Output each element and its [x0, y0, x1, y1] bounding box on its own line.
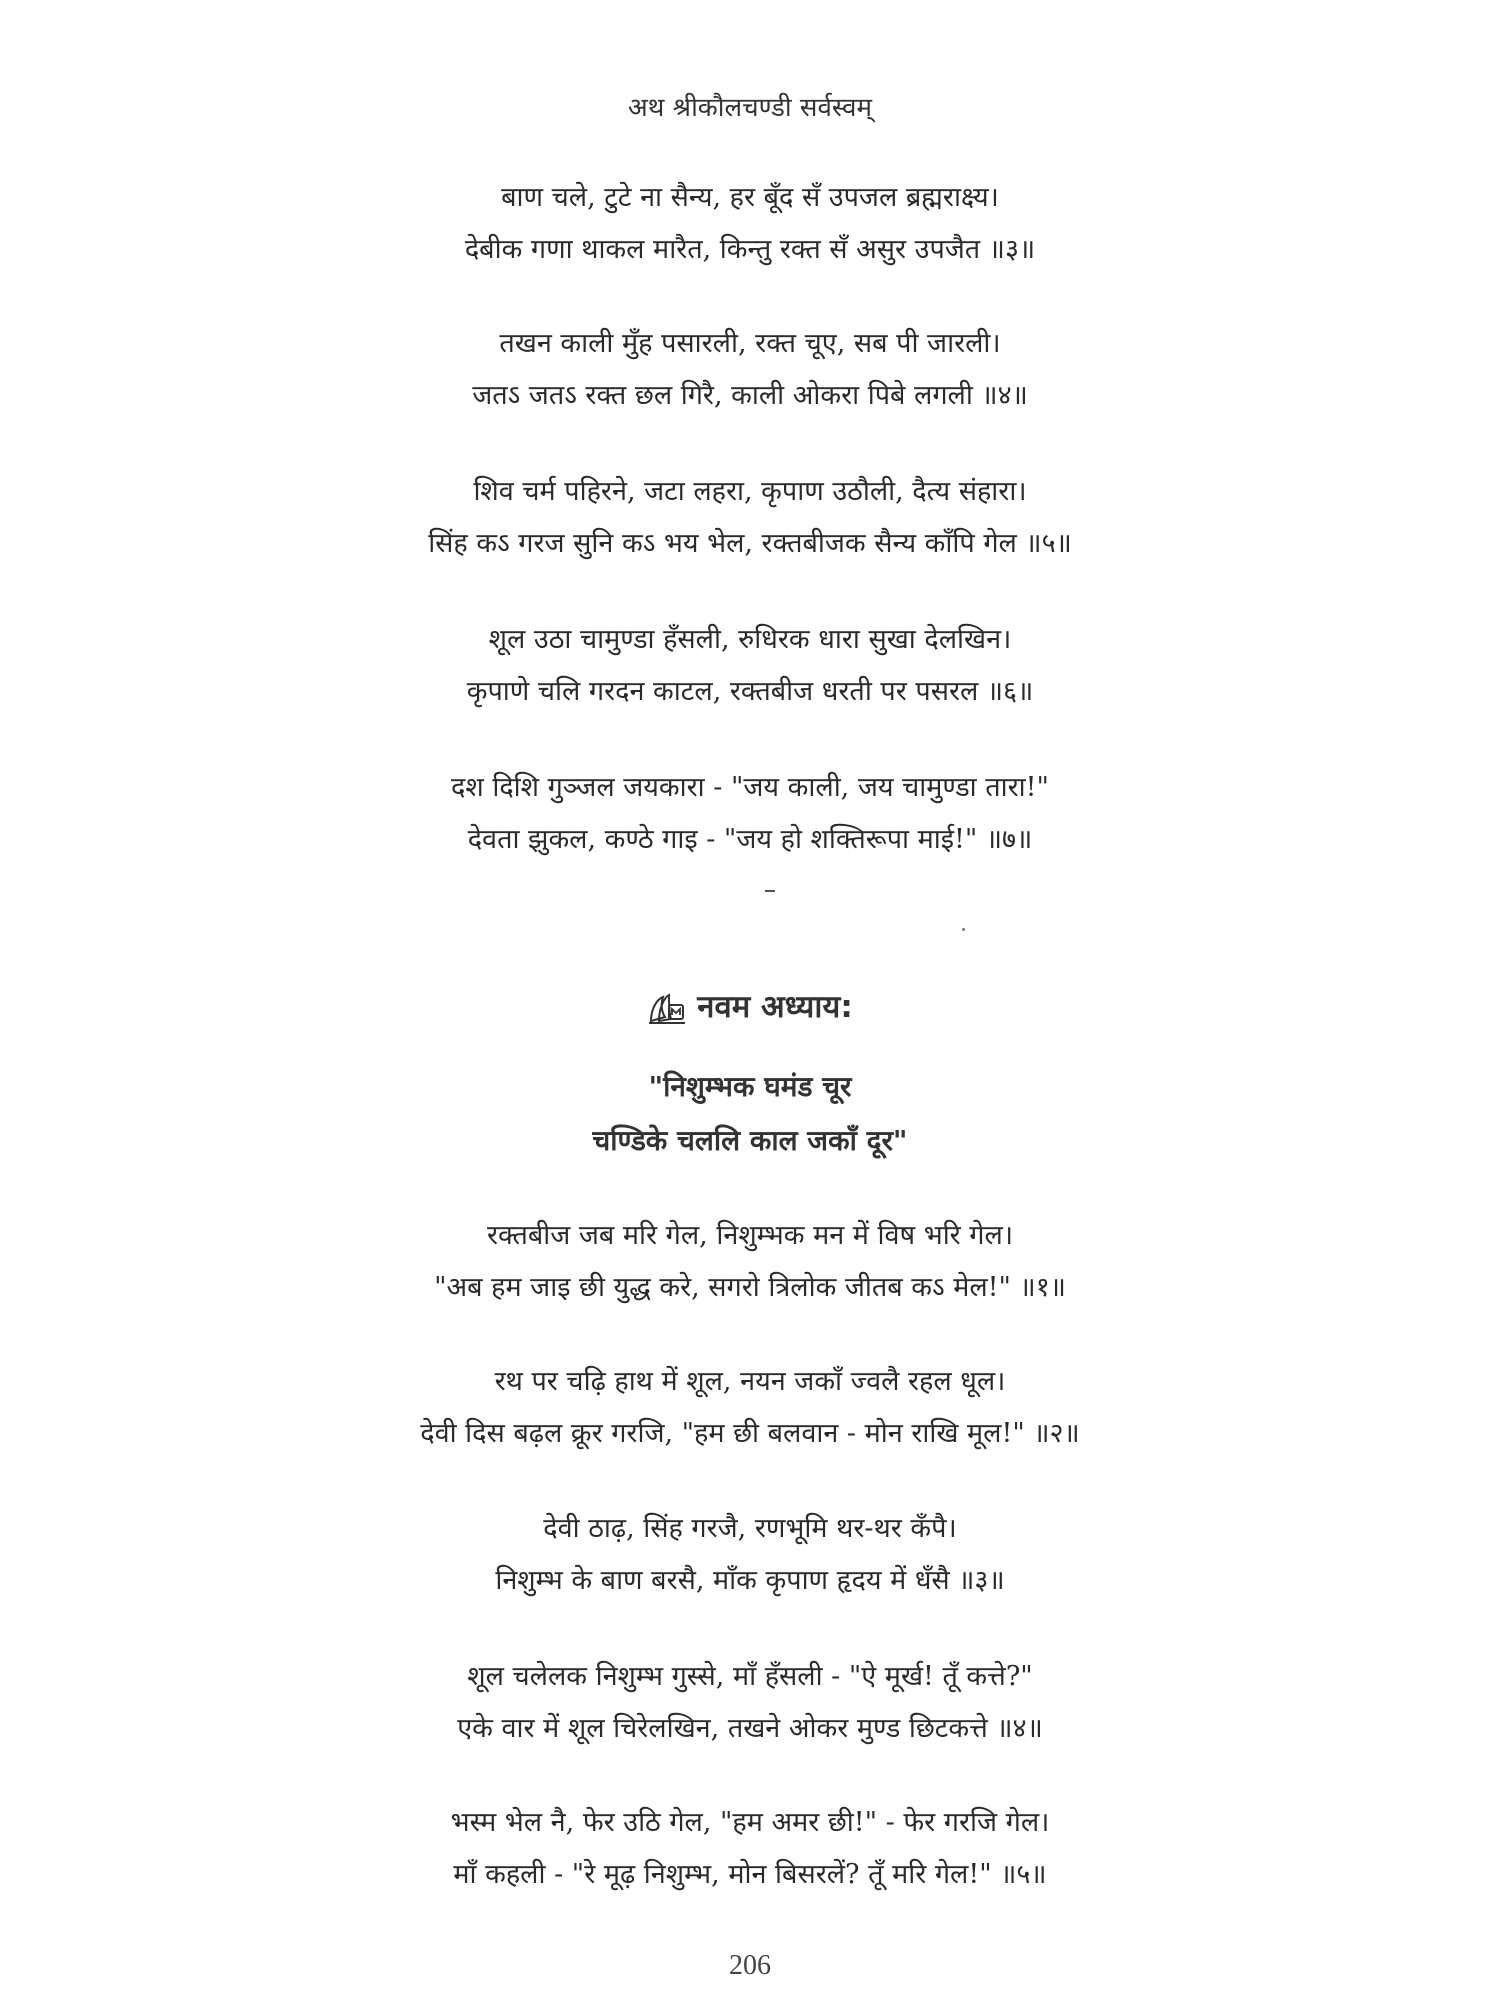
- chapter-subtitle: [0, 1060, 1500, 1168]
- verse-stanza-4: [0, 318, 1500, 422]
- verse-line: एके वार में शूल चिरेलखिन, तखने ओकर मुण्ड छिटकत्ते ॥४॥: [457, 1713, 1043, 1744]
- verse-line: जतऽ जतऽ रक्त छल गिरै, काली ओकरा पिबे लगली ॥४॥: [472, 380, 1028, 411]
- verse-line: तखन काली मुँह पसारली, रक्त चूए, सब पी जारली।: [499, 328, 1001, 359]
- verse-line: बाण चले, टुटे ना सैन्य, हर बूँद सँ उपजल ब्रह्मराक्ष्य।: [501, 182, 999, 213]
- verse-stanza-3b: [0, 1503, 1500, 1607]
- verse-line: माँ कहली - "रे मूढ़ निशुम्भ, मोन बिसरलें? तूँ मरि गेल!" ॥५॥: [453, 1859, 1047, 1890]
- subtitle-line: "निशुम्भक घमंड चूर: [648, 1070, 852, 1103]
- verse-stanza-2: [0, 1356, 1500, 1460]
- running-head: अथ श्रीकौलचण्डी सर्वस्वम्: [627, 93, 873, 123]
- verse-line: देबीक गणा थाकल मारैत, किन्तु रक्त सँ असुर उपजैत ॥३॥: [464, 234, 1036, 265]
- verse-line: शूल उठा चामुण्डा हँसली, रुधिरक धारा सुखा देलखिन।: [488, 624, 1012, 655]
- lotus-ornament-icon: [647, 991, 687, 1027]
- chapter-heading: [0, 985, 1500, 1027]
- verse-stanza-7: [0, 762, 1500, 866]
- verse-line: देवता झुकल, कण्ठे गाइ - "जय हो शक्तिरूपा माई!" ॥७॥: [467, 824, 1033, 855]
- verse-line: देवी दिस बढ़ल क्रूर गरजि, "हम छी बलवान - मोन राखि मूल!" ॥२॥: [420, 1418, 1080, 1449]
- verse-line: निशुम्भ के बाण बरसै, माँक कृपाण हृदय में धँसै ॥३॥: [495, 1565, 1005, 1596]
- verse-line: कृपाणे चलि गरदन काटल, रक्तबीज धरती पर पसरल ॥६॥: [466, 676, 1034, 707]
- verse-stanza-4b: [0, 1651, 1500, 1755]
- verse-stanza-1: [0, 1210, 1500, 1314]
- verse-stanza-6: [0, 614, 1500, 718]
- verse-line: देवी ठाढ़, सिंह गरजै, रणभूमि थर-थर कँपै।: [543, 1513, 957, 1544]
- verse-line: रथ पर चढ़ि हाथ में शूल, नयन जकाँ ज्वलै रहल धूल।: [494, 1366, 1006, 1397]
- separator-dash: [765, 890, 775, 892]
- verse-line: दश दिशि गुञ्जल जयकारा - "जय काली, जय चामुण्डा तारा!": [451, 772, 1049, 803]
- verse-stanza-5: [0, 466, 1500, 570]
- verse-line: सिंह कऽ गरज सुनि कऽ भय भेल, रक्तबीजक सैन्य काँपि गेल ॥५॥: [428, 528, 1072, 559]
- verse-line: भस्म भेल नै, फेर उठि गेल, "हम अमर छी!" - फेर गरजि गेल।: [450, 1807, 1050, 1838]
- page-number: 206: [729, 1950, 771, 1981]
- verse-line: "अब हम जाइ छी युद्ध करे, सगरो त्रिलोक जीतब कऽ मेल!" ॥१॥: [434, 1272, 1066, 1303]
- verse-stanza-5b: [0, 1797, 1500, 1901]
- verse-stanza-3: [0, 172, 1500, 276]
- verse-line: रक्तबीज जब मरि गेल, निशुम्भक मन में विष भरि गेल।: [486, 1220, 1014, 1251]
- chapter-title: नवम अध्याय:: [697, 989, 853, 1025]
- verse-line: शूल चलेलक निशुम्भ गुस्से, माँ हँसली - "ऐ मूर्ख! तूँ कत्ते?": [467, 1661, 1033, 1692]
- verse-line: शिव चर्म पहिरने, जटा लहरा, कृपाण उठौली, दैत्य संहारा।: [473, 476, 1027, 507]
- stray-dot: [962, 928, 965, 931]
- subtitle-line: चण्डिके चललि काल जकाँ दूर": [592, 1124, 908, 1157]
